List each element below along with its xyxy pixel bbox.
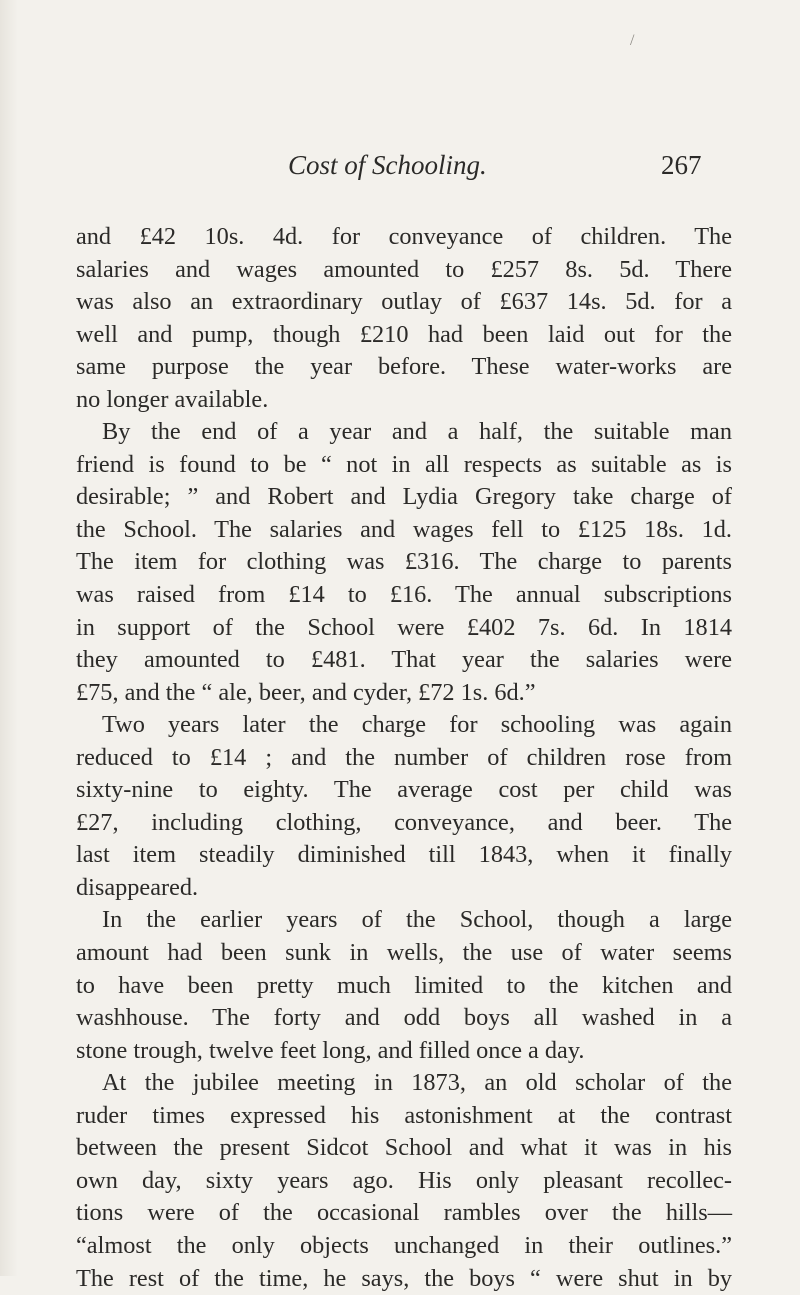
text-line: washhouse. The forty and odd boys all washed in a bbox=[76, 1002, 732, 1035]
text-line: salaries and wages amounted to £257 8s. 5d. There bbox=[76, 254, 732, 287]
text-line: £27, including clothing, conveyance, and beer. The bbox=[76, 807, 732, 840]
text-line: “almost the only objects unchanged in their outlines.” bbox=[76, 1230, 732, 1263]
text-line: reduced to £14 ; and the number of children rose from bbox=[76, 742, 732, 775]
text-line: By the end of a year and a half, the suitable man bbox=[76, 416, 732, 449]
text-line: own day, sixty years ago. His only pleasant recollec- bbox=[76, 1165, 732, 1198]
text-line: amount had been sunk in wells, the use of water seems bbox=[76, 937, 732, 970]
text-line: in support of the School were £402 7s. 6d. In 1814 bbox=[76, 612, 732, 645]
text-line: was raised from £14 to £16. The annual subscriptions bbox=[76, 579, 732, 612]
text-line: and £42 10s. 4d. for conveyance of children. The bbox=[76, 221, 732, 254]
text-line: no longer available. bbox=[76, 384, 732, 417]
text-line: to have been pretty much limited to the kitchen and bbox=[76, 970, 732, 1003]
text-line: well and pump, though £210 had been laid out for the bbox=[76, 319, 732, 352]
text-line: ruder times expressed his astonishment at the contrast bbox=[76, 1100, 732, 1133]
body-text bbox=[76, 221, 732, 1295]
text-line: stone trough, twelve feet long, and filled once a day. bbox=[76, 1035, 732, 1068]
text-line: the School. The salaries and wages fell to £125 18s. 1d. bbox=[76, 514, 732, 547]
text-line: £75, and the “ ale, beer, and cyder, £72 1s. 6d.” bbox=[76, 677, 732, 710]
text-line: disappeared. bbox=[76, 872, 732, 905]
text-line: last item steadily diminished till 1843, when it finally bbox=[76, 839, 732, 872]
text-line: Two years later the charge for schooling was again bbox=[76, 709, 732, 742]
text-line: was also an extraordinary outlay of £637 14s. 5d. for a bbox=[76, 286, 732, 319]
text-line: they amounted to £481. That year the salaries were bbox=[76, 644, 732, 677]
page-header bbox=[0, 143, 800, 187]
text-line: tions were of the occasional rambles over the hills— bbox=[76, 1197, 732, 1230]
print-speck: / bbox=[630, 33, 634, 49]
text-line: between the present Sidcot School and what it was in his bbox=[76, 1132, 732, 1165]
text-line: desirable; ” and Robert and Lydia Gregory take charge of bbox=[76, 481, 732, 514]
text-line: same purpose the year before. These water-works are bbox=[76, 351, 732, 384]
running-title: Cost of Schooling. bbox=[288, 143, 487, 187]
text-line: In the earlier years of the School, though a large bbox=[76, 904, 732, 937]
text-line: friend is found to be “ not in all respects as suitable as is bbox=[76, 449, 732, 482]
text-line: The rest of the time, he says, the boys “ were shut in by bbox=[76, 1263, 732, 1295]
text-line: The item for clothing was £316. The charge to parents bbox=[76, 546, 732, 579]
text-line: At the jubilee meeting in 1873, an old scholar of the bbox=[76, 1067, 732, 1100]
page-gutter-shadow bbox=[0, 0, 18, 1276]
text-line: sixty-nine to eighty. The average cost per child was bbox=[76, 774, 732, 807]
page-number: 267 bbox=[661, 143, 702, 187]
